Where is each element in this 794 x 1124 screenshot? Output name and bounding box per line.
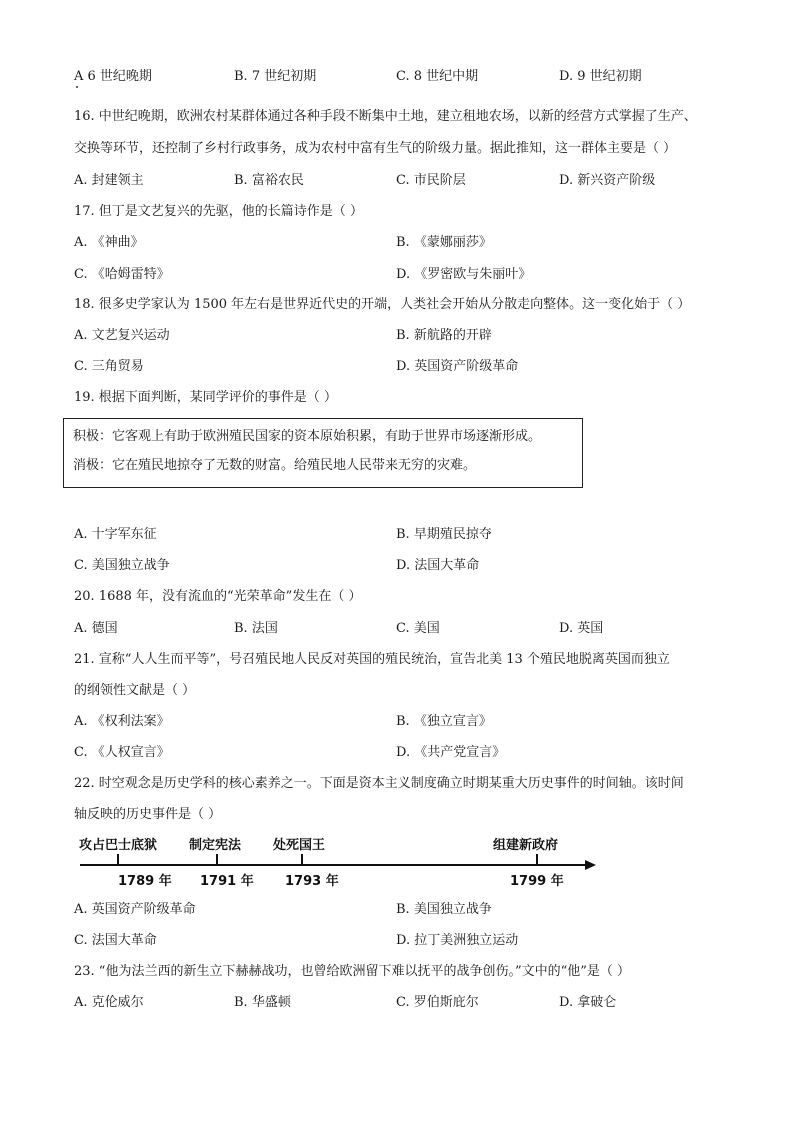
q20-stem: 20. 1688 年，没有流血的“光荣革命”发生在（ ）: [74, 589, 362, 604]
q19-box-negative: 消极：它在殖民地掠夺了无数的财富。给殖民地人民带来无穷的灾难。: [73, 458, 477, 473]
q15-option-a: A 6 世纪晚期: [74, 69, 152, 84]
q20-option-a: A. 德国: [74, 621, 118, 636]
q17-option-c: C. 《哈姆雷特》: [74, 267, 170, 282]
q18-option-b: B. 新航路的开辟: [396, 328, 492, 343]
q19-option-a: A. 十字军东征: [74, 527, 157, 542]
q16-option-a: A. 封建领主: [74, 173, 144, 188]
q19-option-c: C. 美国独立战争: [74, 558, 170, 573]
q22-option-d: D. 拉丁美洲独立运动: [396, 933, 519, 948]
q18-stem: 18. 很多史学家认为 1500 年左右是世界近代史的开端，人类社会开始从分散走向整体。这一变化始于（ ）: [74, 297, 691, 312]
q19-option-d: D. 法国大革命: [396, 558, 480, 573]
q22-option-c: C. 法国大革命: [74, 933, 157, 948]
timeline-figure: [70, 832, 610, 894]
q22-stem-line2: 轴反映的历史事件是（ ）: [74, 807, 222, 822]
q22-option-a: A. 英国资产阶级革命: [74, 902, 196, 917]
q22-stem-line1: 22. 时空观念是历史学科的核心素养之一。下面是资本主义制度确立时期某重大历史事件的时间轴。该时间: [74, 776, 684, 791]
timeline-event-2: 制定宪法: [189, 838, 242, 853]
q20-option-d: D. 英国: [559, 621, 604, 636]
q16-stem-line1: 16. 中世纪晚期，欧洲农村某群体通过各种手段不断集中土地，建立租地农场，以新的经营方式掌握了生产、: [74, 109, 697, 124]
q18-option-c: C. 三角贸易: [74, 359, 144, 374]
q23-stem: 23. “他为法兰西的新生立下赫赫战功，也曾给欧洲留下难以抚平的战争创伤。”文中的“他”是（ ）: [74, 964, 631, 979]
timeline-event-1: 攻占巴士底狱: [79, 838, 158, 853]
q23-option-d: D. 拿破仑: [559, 995, 617, 1010]
q21-stem-line1: 21. 宣称“人人生而平等”，号召殖民地人民反对英国的殖民统治，宣告北美 13 个殖民地脱离英国而独立: [74, 652, 670, 667]
timeline-event-4: 组建新政府: [493, 838, 559, 853]
q21-option-a: A. 《权利法案》: [74, 714, 170, 729]
q18-option-d: D. 英国资产阶级革命: [396, 359, 519, 374]
q18-option-a: A. 文艺复兴运动: [74, 328, 170, 343]
q17-option-b: B. 《蒙娜丽莎》: [396, 235, 492, 250]
q16-option-c: C. 市民阶层: [396, 173, 466, 188]
q15-option-c: C. 8 世纪中期: [396, 69, 479, 84]
timeline-event-3: 处死国王: [273, 838, 326, 853]
q16-option-d: D. 新兴资产阶级: [559, 173, 656, 188]
dot-mark: [76, 86, 78, 88]
q21-stem-line2: 的纲领性文献是（ ）: [74, 683, 196, 698]
timeline-year-3: 1793 年: [285, 874, 339, 889]
q17-stem: 17. 但丁是文艺复兴的先驱，他的长篇诗作是（ ）: [74, 204, 363, 219]
q17-option-a: A. 《神曲》: [74, 235, 144, 250]
q20-option-b: B. 法国: [234, 621, 278, 636]
q21-option-d: D. 《共产党宣言》: [396, 745, 506, 760]
q23-option-c: C. 罗伯斯庇尔: [396, 995, 479, 1010]
timeline-year-4: 1799 年: [510, 874, 564, 889]
q15-option-b: B. 7 世纪初期: [234, 69, 317, 84]
timeline-year-2: 1791 年: [200, 874, 254, 889]
q16-option-b: B. 富裕农民: [234, 173, 304, 188]
q23-option-a: A. 克伦威尔: [74, 995, 144, 1010]
q19-option-b: B. 早期殖民掠夺: [396, 527, 492, 542]
q16-stem-line2: 交换等环节，还控制了乡村行政事务，成为农村中富有生气的阶级力量。据此推知，这一群体主要是（ ）: [74, 141, 677, 156]
q21-option-b: B. 《独立宣言》: [396, 714, 492, 729]
q20-option-c: C. 美国: [396, 621, 440, 636]
q19-evaluation-box: [63, 418, 583, 488]
q15-option-d: D. 9 世纪初期: [559, 69, 642, 84]
q17-option-d: D. 《罗密欧与朱丽叶》: [396, 267, 532, 282]
timeline-year-1: 1789 年: [118, 874, 172, 889]
q19-box-positive: 积极：它客观上有助于欧洲殖民国家的资本原始积累，有助于世界市场逐渐形成。: [73, 429, 542, 444]
timeline-arrow-icon: [585, 860, 596, 870]
q22-option-b: B. 美国独立战争: [396, 902, 492, 917]
q19-stem: 19. 根据下面判断，某同学评价的事件是（ ）: [74, 390, 337, 405]
q21-option-c: C. 《人权宣言》: [74, 745, 170, 760]
q23-option-b: B. 华盛顿: [234, 995, 291, 1010]
